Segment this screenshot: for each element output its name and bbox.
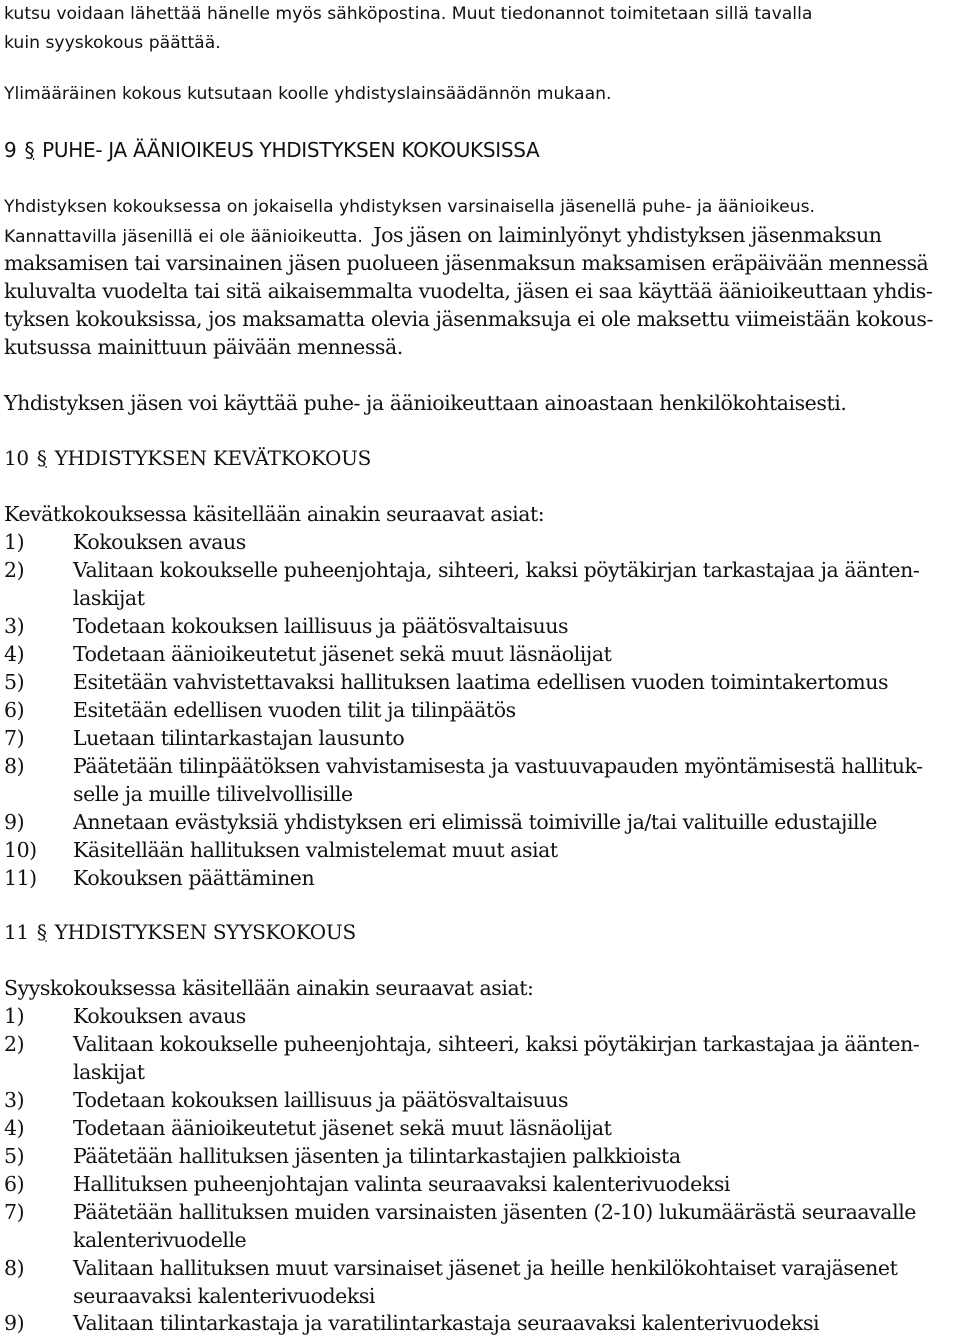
paragraph-line: [4, 221, 882, 249]
list-item: [4, 1254, 954, 1282]
paragraph-line: kutsu voidaan lähettää hänelle myös sähköpostina. Muut tiedonannot toimitetaan sillä tavalla: [4, 4, 813, 24]
item-number: 4): [4, 1116, 25, 1140]
list-intro: Kevätkokouksessa käsitellään ainakin seuraavat asiat:: [4, 502, 545, 526]
list-item-continuation: [4, 780, 954, 808]
item-number: 6): [4, 698, 25, 722]
list-item: [4, 1309, 954, 1337]
item-number: 7): [4, 726, 25, 750]
item-number: 2): [4, 1032, 25, 1056]
list-item: [4, 640, 954, 668]
list-item: [4, 696, 954, 724]
item-number: 1): [4, 1004, 25, 1028]
list-item: [4, 1002, 954, 1030]
list-item: [4, 612, 954, 640]
item-text: Valitaan kokoukselle puheenjohtaja, sihteeri, kaksi pöytäkirjan tarkastajaa ja äänten-: [73, 1032, 920, 1056]
paragraph-line: kuin syyskokous päättää.: [4, 33, 221, 53]
item-text: Käsitellään hallituksen valmistelemat muut asiat: [73, 838, 558, 862]
section-symbol: §: [36, 920, 47, 944]
item-text: Hallituksen puheenjohtajan valinta seuraavaksi kalenterivuodeksi: [73, 1172, 731, 1196]
section-9-heading: [4, 136, 539, 164]
item-number: 8): [4, 754, 25, 778]
item-number: 5): [4, 670, 25, 694]
paragraph-line: kuluvalta vuodelta tai sitä aikaisemmalta vuodelta, jäsen ei saa käyttää äänioikeuttaan yhdis-: [4, 279, 933, 303]
item-text: Päätetään tilinpäätöksen vahvistamisesta ja vastuuvapauden myöntämisestä hallituk-: [73, 754, 923, 778]
item-number: 3): [4, 614, 25, 638]
item-text: Päätetään hallituksen muiden varsinaisten jäsenten (2-10) lukumäärästä seuraavalle: [73, 1200, 916, 1224]
section-title: PUHE- JA ÄÄNIOIKEUS YHDISTYKSEN KOKOUKSISSA: [42, 138, 540, 162]
list-item: [4, 1030, 954, 1058]
item-text: Todetaan äänioikeutetut jäsenet sekä muut läsnäolijat: [73, 642, 612, 666]
list-item: [4, 864, 954, 892]
item-text: Esitetään vahvistettavaksi hallituksen laatima edellisen vuoden toimintakertomus: [73, 670, 889, 694]
item-number: 11): [4, 866, 37, 890]
item-number: 4): [4, 642, 25, 666]
item-text: Kokouksen päättäminen: [73, 866, 315, 890]
item-number: 7): [4, 1200, 25, 1224]
paragraph-line: Yhdistyksen kokouksessa on jokaisella yhdistyksen varsinaisella jäsenellä puhe- ja äänioikeus.: [4, 197, 816, 217]
item-number: 3): [4, 1088, 25, 1112]
item-text: Valitaan hallituksen muut varsinaiset jäsenet ja heille henkilökohtaiset varajäsenet: [73, 1256, 898, 1280]
item-number: 10): [4, 838, 37, 862]
item-number: 9): [4, 1311, 25, 1335]
paragraph-line: maksamisen tai varsinainen jäsen puolueen jäsenmaksun maksamisen eräpäivään mennessä: [4, 251, 929, 275]
list-item-continuation: [4, 584, 954, 612]
item-text: Kokouksen avaus: [73, 1004, 246, 1028]
item-text: Kokouksen avaus: [73, 530, 246, 554]
item-text: Todetaan äänioikeutetut jäsenet sekä muut läsnäolijat: [73, 1116, 612, 1140]
section-symbol: §: [24, 138, 35, 162]
paragraph-line: kutsussa mainittuun päivään mennessä.: [4, 335, 403, 359]
item-text: Annetaan evästyksiä yhdistyksen eri elimissä toimiville ja/tai valituille edustajille: [73, 810, 877, 834]
section-symbol: §: [36, 446, 47, 470]
item-text: seuraavaksi kalenterivuodeksi: [73, 1284, 376, 1308]
item-number: 6): [4, 1172, 25, 1196]
section-10-heading: [4, 444, 371, 472]
list-item: [4, 668, 954, 696]
item-text: Todetaan kokouksen laillisuus ja päätösvaltaisuus: [73, 614, 569, 638]
list-item: [4, 724, 954, 752]
list-item: [4, 1170, 954, 1198]
list-item-continuation: [4, 1058, 954, 1086]
item-text: Esitetään edellisen vuoden tilit ja tilinpäätös: [73, 698, 516, 722]
item-text: laskijat: [73, 586, 145, 610]
section-number: 9: [4, 138, 17, 162]
list-item-continuation: [4, 1226, 954, 1254]
section-number: 10: [4, 446, 29, 470]
item-number: 1): [4, 530, 25, 554]
section-title: YHDISTYKSEN KEVÄTKOKOUS: [54, 446, 372, 470]
section-number: 11: [4, 920, 29, 944]
list-item: [4, 1198, 954, 1226]
paragraph-line: tyksen kokouksissa, jos maksamatta olevia jäsenmaksuja ei ole maksettu viimeistään kokous-: [4, 307, 933, 331]
list-item: [4, 528, 954, 556]
list-item: [4, 1086, 954, 1114]
section-title: YHDISTYKSEN SYYSKOKOUS: [54, 920, 356, 944]
paragraph-line: Yhdistyksen jäsen voi käyttää puhe- ja äänioikeuttaan ainoastaan henkilökohtaisesti.: [4, 391, 847, 415]
list-intro: Syyskokouksessa käsitellään ainakin seuraavat asiat:: [4, 976, 534, 1000]
item-text: kalenterivuodelle: [73, 1228, 247, 1252]
item-number: 5): [4, 1144, 25, 1168]
list-item: [4, 1142, 954, 1170]
paragraph-line: Ylimääräinen kokous kutsutaan koolle yhdistyslainsäädännön mukaan.: [4, 84, 612, 104]
item-number: 9): [4, 810, 25, 834]
paragraph-run: Kannattavilla jäsenillä ei ole äänioikeutta.: [4, 227, 363, 247]
list-item: [4, 1114, 954, 1142]
list-item-continuation: [4, 1282, 954, 1310]
paragraph-run: Jos jäsen on laiminlyönyt yhdistyksen jäsenmaksun: [373, 223, 882, 247]
item-number: 2): [4, 558, 25, 582]
item-text: Valitaan kokoukselle puheenjohtaja, sihteeri, kaksi pöytäkirjan tarkastajaa ja äänten-: [73, 558, 920, 582]
item-number: 8): [4, 1256, 25, 1280]
section-11-heading: [4, 918, 356, 946]
item-text: laskijat: [73, 1060, 145, 1084]
list-item: [4, 556, 954, 584]
item-text: Valitaan tilintarkastaja ja varatilintarkastaja seuraavaksi kalenterivuodeksi: [73, 1311, 820, 1335]
item-text: Luetaan tilintarkastajan lausunto: [73, 726, 405, 750]
item-text: Todetaan kokouksen laillisuus ja päätösvaltaisuus: [73, 1088, 569, 1112]
item-text: Päätetään hallituksen jäsenten ja tilintarkastajien palkkioista: [73, 1144, 681, 1168]
item-text: selle ja muille tilivelvollisille: [73, 782, 353, 806]
list-item: [4, 752, 954, 780]
list-item: [4, 836, 954, 864]
list-item: [4, 808, 954, 836]
